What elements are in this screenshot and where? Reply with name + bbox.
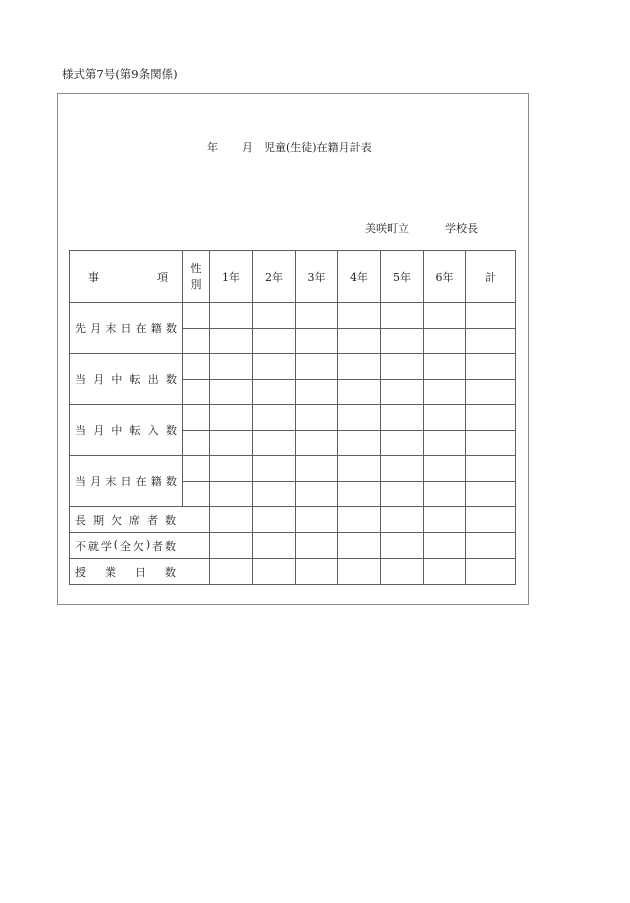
cell-total[interactable] — [466, 533, 516, 559]
label-char: 当 — [75, 424, 86, 437]
label-char: 数 — [165, 513, 176, 527]
label-char: 数 — [165, 565, 176, 579]
table-row — [70, 507, 516, 533]
label-char: 者 — [152, 539, 164, 553]
signature-principal: 学校長 — [445, 222, 478, 235]
cell-total[interactable] — [466, 507, 516, 533]
label-char: 日 — [120, 475, 132, 488]
cell-total[interactable] — [466, 456, 516, 482]
header-grade-3: 3年 — [296, 251, 338, 303]
label-char: 籍 — [150, 322, 162, 335]
label-char: 月 — [90, 322, 102, 335]
row-label-transfer-out — [70, 354, 183, 405]
cell[interactable] — [338, 354, 381, 380]
cell[interactable] — [381, 379, 424, 405]
cell[interactable] — [381, 481, 424, 507]
cell[interactable] — [210, 559, 253, 585]
cell[interactable] — [210, 533, 253, 559]
cell[interactable] — [253, 533, 296, 559]
header-total: 計 — [466, 251, 516, 303]
cell-total[interactable] — [466, 481, 516, 507]
cell-sex-female[interactable] — [183, 430, 210, 456]
cell[interactable] — [424, 533, 466, 559]
cell[interactable] — [296, 379, 338, 405]
label-char: 月 — [93, 424, 105, 437]
cell[interactable] — [296, 456, 338, 482]
cell-total[interactable] — [466, 559, 516, 585]
header-grade-5: 5年 — [381, 251, 424, 303]
cell[interactable] — [210, 303, 253, 329]
label-char: 席 — [129, 513, 140, 527]
cell-total[interactable] — [466, 405, 516, 431]
cell[interactable] — [296, 430, 338, 456]
cell[interactable] — [381, 405, 424, 431]
table-row — [70, 559, 516, 585]
cell[interactable] — [338, 430, 381, 456]
cell-total[interactable] — [466, 430, 516, 456]
cell[interactable] — [210, 430, 253, 456]
label-char: 末 — [105, 475, 117, 488]
cell[interactable] — [296, 328, 338, 354]
label-char: 数 — [165, 424, 177, 437]
label-char: 数 — [165, 322, 177, 335]
label-char: 出 — [147, 373, 159, 386]
cell-sex-male[interactable] — [183, 456, 210, 482]
label-char: 転 — [129, 424, 141, 437]
label-char: 末 — [105, 322, 117, 335]
cell[interactable] — [338, 507, 381, 533]
cell-total[interactable] — [466, 328, 516, 354]
cell[interactable] — [210, 379, 253, 405]
label-char: 日 — [135, 565, 146, 579]
label-char: 数 — [165, 373, 177, 386]
table-row — [70, 456, 516, 482]
cell[interactable] — [253, 456, 296, 482]
label-char: 籍 — [150, 475, 162, 488]
cell[interactable] — [253, 481, 296, 507]
label-char: 授 — [75, 565, 86, 579]
label-char: 当 — [75, 373, 86, 386]
cell[interactable] — [253, 430, 296, 456]
label-char: 先 — [75, 322, 86, 335]
label-char: 月 — [90, 475, 102, 488]
cell[interactable] — [253, 559, 296, 585]
cell[interactable] — [338, 303, 381, 329]
cell[interactable] — [381, 430, 424, 456]
label-char: 欠 — [132, 539, 144, 553]
cell[interactable] — [338, 533, 381, 559]
cell[interactable] — [424, 405, 466, 431]
label-char: 学 — [100, 539, 112, 553]
label-char: 数 — [165, 475, 177, 488]
label-char: 月 — [93, 373, 105, 386]
cell[interactable] — [210, 507, 253, 533]
header-grade-6: 6年 — [424, 251, 466, 303]
label-char: 当 — [75, 475, 86, 488]
cell[interactable] — [424, 456, 466, 482]
cell-sex-male[interactable] — [183, 303, 210, 329]
cell[interactable] — [338, 379, 381, 405]
title-main: 児童(生徒)在籍月計表 — [264, 141, 372, 154]
cell[interactable] — [210, 405, 253, 431]
row-label-prev-month-end — [70, 303, 183, 354]
label-char: 不 — [75, 539, 86, 553]
row-label-non-attendance — [70, 533, 210, 559]
label-char: 長 — [75, 513, 86, 527]
label-char: 期 — [93, 513, 104, 527]
signature-town: 美咲町立 — [365, 222, 409, 235]
label-char: 者 — [147, 513, 158, 527]
cell[interactable] — [210, 354, 253, 380]
cell[interactable] — [381, 354, 424, 380]
label-char: ( — [113, 537, 119, 551]
cell[interactable] — [381, 303, 424, 329]
label-char: 中 — [111, 424, 123, 437]
cell[interactable] — [210, 456, 253, 482]
row-label-school-days — [70, 559, 210, 585]
cell[interactable] — [253, 303, 296, 329]
cell[interactable] — [253, 354, 296, 380]
table-row — [70, 354, 516, 380]
cell-total[interactable] — [466, 303, 516, 329]
label-char: 中 — [111, 373, 123, 386]
header-grade-4: 4年 — [338, 251, 381, 303]
cell-total[interactable] — [466, 354, 516, 380]
cell[interactable] — [296, 481, 338, 507]
label-char: 在 — [135, 322, 147, 335]
header-grade-2: 2年 — [253, 251, 296, 303]
cell[interactable] — [296, 405, 338, 431]
label-char: 欠 — [111, 513, 122, 527]
cell[interactable] — [424, 430, 466, 456]
row-label-transfer-in — [70, 405, 183, 456]
cell[interactable] — [338, 405, 381, 431]
cell[interactable] — [338, 559, 381, 585]
cell[interactable] — [424, 303, 466, 329]
label-char: 数 — [164, 539, 176, 553]
cell[interactable] — [253, 328, 296, 354]
cell[interactable] — [296, 303, 338, 329]
label-char: ) — [145, 537, 151, 551]
cell-total[interactable] — [466, 379, 516, 405]
cell[interactable] — [296, 354, 338, 380]
cell[interactable] — [253, 405, 296, 431]
table-row — [70, 405, 516, 431]
cell[interactable] — [296, 559, 338, 585]
enrollment-table — [69, 250, 516, 585]
label-char: 就 — [87, 539, 99, 553]
cell-sex-female[interactable] — [183, 328, 210, 354]
cell-sex-male[interactable] — [183, 354, 210, 380]
cell[interactable] — [424, 559, 466, 585]
cell[interactable] — [253, 507, 296, 533]
label-char: 転 — [129, 373, 141, 386]
label-char: 全 — [119, 539, 131, 553]
cell[interactable] — [381, 328, 424, 354]
cell-sex-male[interactable] — [183, 405, 210, 431]
label-char: 在 — [135, 475, 147, 488]
cell[interactable] — [296, 533, 338, 559]
table-row — [70, 533, 516, 559]
cell-sex-female[interactable] — [183, 481, 210, 507]
cell[interactable] — [253, 379, 296, 405]
cell[interactable] — [424, 481, 466, 507]
cell[interactable] — [381, 507, 424, 533]
label-char: 入 — [147, 424, 159, 437]
cell[interactable] — [210, 481, 253, 507]
cell[interactable] — [424, 507, 466, 533]
title-month-label: 月 — [242, 141, 253, 154]
cell[interactable] — [296, 507, 338, 533]
title-year-label: 年 — [207, 141, 218, 154]
header-sex: 性 別 — [183, 251, 210, 303]
header-item: 事 項 — [70, 251, 183, 303]
cell[interactable] — [381, 456, 424, 482]
table-row — [70, 303, 516, 329]
cell[interactable] — [424, 354, 466, 380]
cell[interactable] — [210, 328, 253, 354]
label-char: 日 — [120, 322, 132, 335]
cell[interactable] — [338, 456, 381, 482]
cell-sex-female[interactable] — [183, 379, 210, 405]
header-grade-1: 1年 — [210, 251, 253, 303]
cell[interactable] — [338, 328, 381, 354]
label-char: 業 — [105, 565, 116, 579]
header-row — [70, 251, 516, 303]
cell[interactable] — [381, 559, 424, 585]
row-label-month-end — [70, 456, 183, 507]
cell[interactable] — [381, 533, 424, 559]
form-number: 様式第7号(第9条関係) — [62, 67, 178, 81]
cell[interactable] — [424, 379, 466, 405]
row-label-long-absence — [70, 507, 210, 533]
cell[interactable] — [338, 481, 381, 507]
cell[interactable] — [424, 328, 466, 354]
